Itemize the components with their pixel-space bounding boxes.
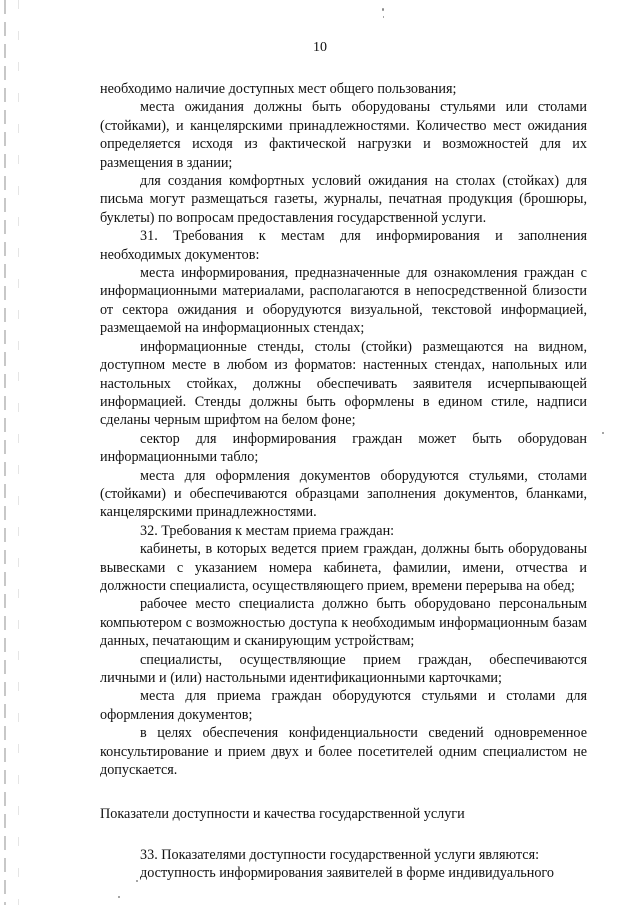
paragraph: места информирования, предназначенные для ознакомления граждан с информационными материалами, располагаются в непосредственной близости от сектора ожидания и оборудуются визуальной, текстовой информацией, размещаемой на информационных стендах; [100,265,587,337]
paragraph: сектор для информирования граждан может быть оборудован информационными табло; [100,430,587,466]
paragraph: 33. Показателями доступности государственной услуги являются: [140,846,540,863]
scan-speck [602,432,604,434]
scan-speck [382,8,384,11]
paragraph: необходимо наличие доступных мест общего пользования; [100,81,457,97]
scan-speck [383,16,384,18]
paragraph: места для оформления документов оборудуются стульями, столами (стойками) и обеспечиваются образцами заполнения документов, бланками, канцелярскими принадлежностями. [100,467,587,521]
scan-speck [118,896,120,898]
paragraph: доступность информирования заявителей в форме индивидуального [140,865,554,882]
paragraph: места для приема граждан оборудуются стульями и столами для оформления документов; [100,688,587,723]
paragraph: рабочее место специалиста должно быть оборудовано персональным компьютером с возможностью доступа к необходимым информационным базам данных, печатающим и сканирующим устройствам; [100,596,587,650]
document-body [100,80,587,883]
paragraph: специалисты, осуществляющие прием граждан, обеспечиваются личными и (или) настольными идентификационными карточками; [100,651,587,686]
paragraph: для создания комфортных условий ожидания на столах (стойках) для письма могут размещаться газеты, журналы, печатная продукция (брошюры, буклеты) по вопросам предоставления государственной услуги. [100,173,587,226]
paragraph: в целях обеспечения конфиденциальности сведений одновременное консультирование и прием двух и более посетителей одним специалистом не допускается. [100,725,587,779]
paragraph: кабинеты, в которых ведется прием граждан, должны быть оборудованы вывесками с указанием номера кабинета, фамилии, имени, отчества и должности специалиста, осуществляющего прием, времени перерыва на обед; [100,541,587,594]
paragraph: места ожидания должны быть оборудованы стульями или столами (стойками), и канцелярскими принадлежностями. Количество мест ожидания определяется исходя из фактической нагрузки и возможностей для их размещения в здании; [100,99,587,171]
paragraph: 31. Требования к местам для информирования и заполнения необходимых документов: [100,228,587,263]
scan-binding-edge [4,0,6,905]
page-number: 10 [313,40,327,55]
section-heading: Показатели доступности и качества государственной услуги [100,806,465,823]
paragraph: 32. Требования к местам приема граждан: [140,522,395,539]
paragraph: информационные стенды, столы (стойки) размещаются на видном, доступном месте в любом из форматов: настенных стендах, напольных или настольных стойках, должны обеспечивать заявителя исчерпывающей информацией. Стенды должны быть оформлены в едином стиле, надписи сделаны черным шрифтом на белом фоне; [100,338,587,429]
scan-binding-edge-secondary [18,0,19,905]
